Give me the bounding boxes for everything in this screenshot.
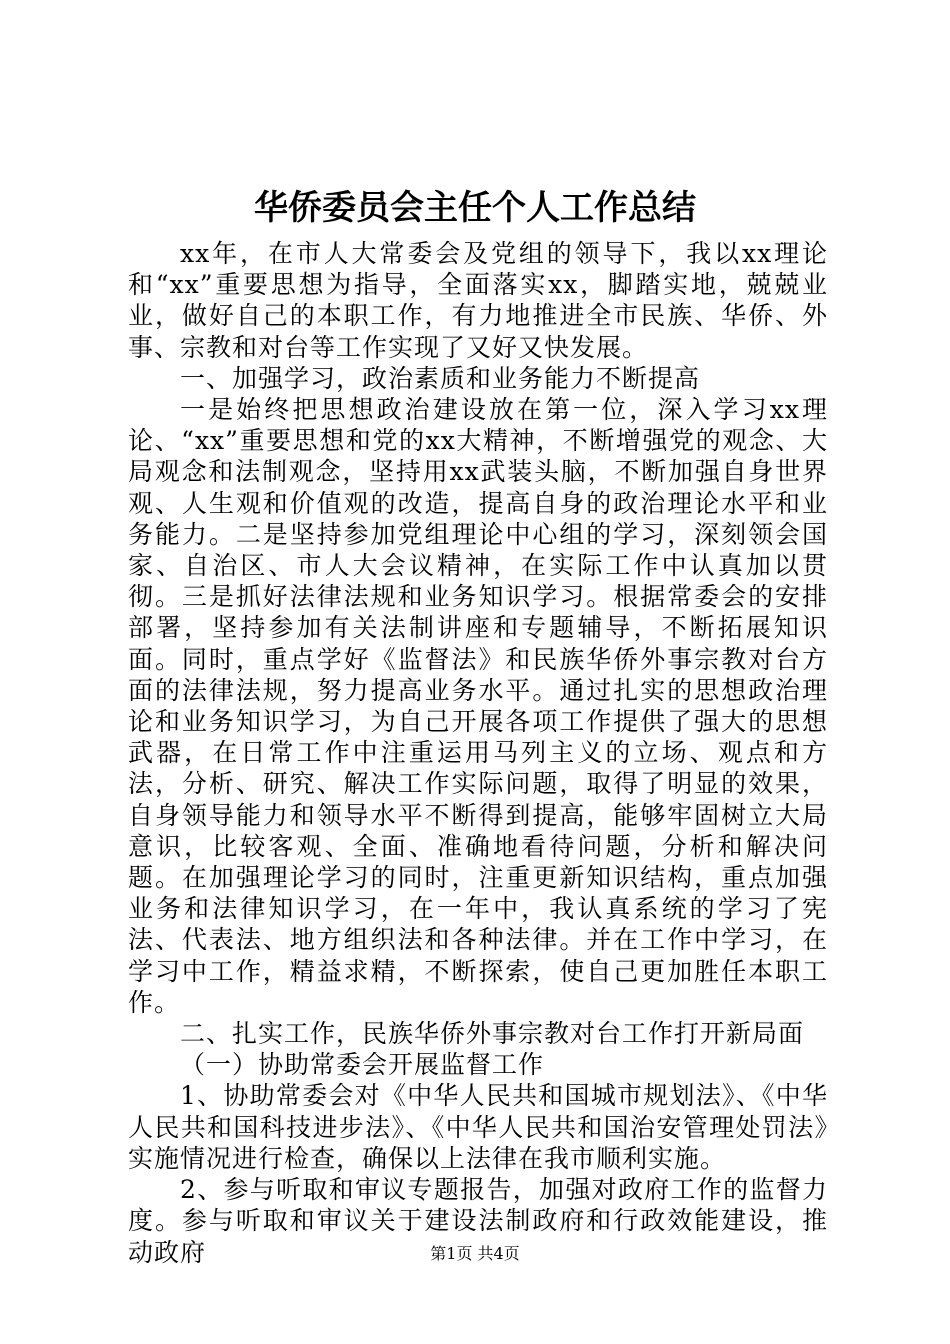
paragraph-study: 一是始终把思想政治建设放在第一位，深入学习xx理论、“xx”重要思想和党的xx大精神，不断增强党的观念、大局观念和法制观念，坚持用xx武装头脑，不断加强自身世界观、人生观和价值观的改造，提高自身的政治理论水平和业务能力。二是坚持参加党组理论中心组的学习，深刻领会国家、自治区、市人大会议精神，在实际工作中认真加以贯彻。三是抓好法律法规和业务知识学习。根据常委会的安排部署，坚持参加有关法制讲座和专题辅导，不断拓展知识面。同时，重点学好《监督法》和民族华侨外事宗教对台方面的法律法规，努力提高业务水平。通过扎实的思想政治理论和业务知识学习，为自己开展各项工作提供了强大的思想武器，在日常工作中注重运用马列主义的立场、观点和方法，分析、研究、解决工作实际问题，取得了明显的效果，自身领导能力和领导水平不断得到提高，能够牢固树立大局意识，比较客观、全面、准确地看待问题，分析和解决问题。在加强理论学习的同时，注重更新知识结构，重点加强业务和法律知识学习，在一年中，我认真系统的学习了宪法、代表法、地方组织法和各种法律。并在工作中学习，在学习中工作，精益求精，不断探索，使自己更加胜任本职工作。 <box>128 395 828 1017</box>
paragraph-item-1: 1、协助常委会对《中华人民共和国城市规划法》、《中华人民共和国科技进步法》、《中华人民共和国治安管理处罚法》实施情况进行检查，确保以上法律在我市顺利实施。 <box>128 1081 828 1173</box>
document-title: 华侨委员会主任个人工作总结 <box>254 188 696 228</box>
paragraph-item-2: 2、参与听取和审议专题报告，加强对政府工作的监督力度。参与听取和审议关于建设法制政府和行政效能建设，推动政府 <box>128 1175 828 1267</box>
section-heading-2: 二、扎实工作，民族华侨外事宗教对台工作打开新局面 <box>180 1019 805 1049</box>
page-number-footer: 第1页 共4页 <box>430 1244 520 1263</box>
subsection-heading-1: （一）协助常委会开展监督工作 <box>180 1050 545 1080</box>
document-body <box>128 238 828 1268</box>
section-heading-1: 一、加强学习，政治素质和业务能力不断提高 <box>180 363 701 393</box>
paragraph-intro: xx年，在市人大常委会及党组的领导下，我以xx理论和“xx”重要思想为指导，全面落实xx，脚踏实地，兢兢业业，做好自己的本职工作，有力地推进全市民族、华侨、外事、宗教和对台等工作实现了又好又快发展。 <box>128 239 828 362</box>
